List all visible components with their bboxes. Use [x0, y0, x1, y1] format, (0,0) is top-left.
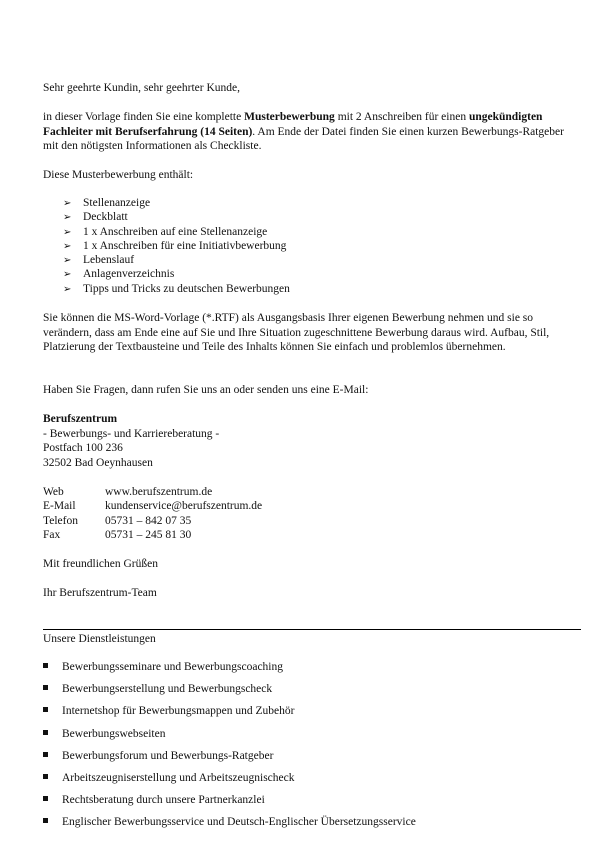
- square-bullet-icon: [43, 730, 48, 735]
- list-item: [63, 253, 290, 267]
- arrow-bullet-icon: ➢: [63, 212, 72, 224]
- list-item: [63, 225, 290, 239]
- service-label: Englischer Bewerbungsservice und Deutsch-Englischer Übersetzungsservice: [62, 816, 416, 829]
- square-bullet-icon: [43, 685, 48, 690]
- phone-value: 05731 – 842 07 35: [105, 514, 192, 527]
- divider: [43, 629, 581, 630]
- contact-row-phone: [43, 514, 262, 528]
- list-item-label: Anlagenverzeichnis: [83, 268, 175, 281]
- list-item-label: 1 x Anschreiben für eine Initiativbewerbung: [83, 239, 287, 252]
- square-bullet-icon: [43, 663, 48, 668]
- list-item-label: Deckblatt: [83, 211, 128, 224]
- service-label: Bewerbungsseminare und Bewerbungscoaching: [62, 661, 283, 673]
- list-item: [43, 815, 416, 837]
- signature-line: Ihr Berufszentrum-Team: [43, 587, 157, 599]
- contact-label: Telefon: [43, 514, 78, 527]
- company-city: 32502 Bad Oeynhausen: [43, 456, 153, 469]
- contents-list: [63, 196, 290, 296]
- intro-paragraph: [43, 110, 573, 154]
- services-title: Unsere Dienstleistungen: [43, 633, 156, 645]
- arrow-bullet-icon: ➢: [63, 198, 72, 209]
- square-bullet-icon: [43, 818, 48, 823]
- list-item: [43, 704, 416, 726]
- list-item: [43, 682, 416, 704]
- arrow-bullet-icon: ➢: [63, 226, 72, 238]
- email-link[interactable]: kundenservice@berufszentrum.de: [105, 500, 263, 513]
- list-item: [43, 727, 416, 749]
- square-bullet-icon: [43, 752, 48, 757]
- list-item: [63, 239, 290, 253]
- intro-text-1: in dieser Vorlage finden Sie eine komplette: [43, 111, 245, 123]
- arrow-bullet-icon: ➢: [63, 283, 72, 295]
- list-item-label: Lebenslauf: [83, 254, 135, 267]
- list-item: [43, 793, 416, 815]
- company-tagline: - Bewerbungs- und Karriereberatung -: [43, 427, 220, 440]
- services-list: [43, 660, 416, 838]
- contact-label: E-Mail: [43, 500, 76, 513]
- contact-row-fax: [43, 528, 262, 542]
- list-item: [63, 282, 290, 296]
- intro-text-3: . Am Ende der Datei finden Sie einen kurzen Bewerbungs-Ratgeber mit den nötigsten Informationen als Checkliste.: [43, 125, 564, 152]
- square-bullet-icon: [43, 707, 48, 712]
- contact-row-email: [43, 499, 262, 513]
- square-bullet-icon: [43, 796, 48, 801]
- service-label: Internetshop für Bewerbungsmappen und Zubehör: [62, 705, 295, 718]
- closing-line: Mit freundlichen Grüßen: [43, 558, 158, 570]
- web-link[interactable]: www.berufszentrum.de: [105, 486, 213, 498]
- company-name: Berufszentrum: [43, 413, 118, 425]
- intro-bold-2: ungekündigten Fachleiter mit Berufserfahrung (14 Seiten): [43, 111, 543, 138]
- questions-line: Haben Sie Fragen, dann rufen Sie uns an oder senden uns eine E-Mail:: [43, 384, 369, 396]
- list-item: [63, 267, 290, 281]
- list-item: [63, 210, 290, 224]
- list-item: [43, 771, 416, 793]
- list-item: [43, 749, 416, 771]
- contains-heading: Diese Musterbewerbung enthält:: [43, 169, 194, 181]
- company-postbox: Postfach 100 236: [43, 442, 123, 454]
- intro-bold-1: Musterbewerbung: [244, 111, 335, 123]
- contact-table: [43, 485, 262, 542]
- service-label: Arbeitszeugniserstellung und Arbeitszeugnischeck: [62, 771, 295, 784]
- list-item-label: Tipps und Tricks zu deutschen Bewerbungen: [83, 282, 290, 295]
- list-item: [43, 660, 416, 682]
- service-label: Bewerbungsforum und Bewerbungs-Ratgeber: [62, 749, 274, 762]
- contact-label: Fax: [43, 528, 61, 541]
- contact-row-web: [43, 485, 262, 499]
- fax-value: 05731 – 245 81 30: [105, 528, 192, 541]
- service-label: Rechtsberatung durch unsere Partnerkanzlei: [62, 794, 265, 807]
- arrow-bullet-icon: ➢: [63, 240, 72, 252]
- salutation: Sehr geehrte Kundin, sehr geehrter Kunde,: [43, 82, 241, 94]
- list-item-label: Stellenanzeige: [83, 197, 151, 209]
- square-bullet-icon: [43, 774, 48, 779]
- service-label: Bewerbungswebseiten: [62, 727, 166, 740]
- usage-paragraph: Sie können die MS-Word-Vorlage (*.RTF) als Ausgangsbasis Ihrer eigenen Bewerbung nehmen und sie so verändern, dass am Ende eine auf Sie und Ihre Situation zugeschnittene Bewerbung daraus wird. Aufbau, Stil, Platzierung der Textbausteine und Teile des Inhalts können Sie einfach und problemlos übernehmen.: [43, 312, 550, 353]
- company-address: [43, 412, 219, 470]
- intro-text-2: mit 2 Anschreiben für einen: [334, 111, 469, 123]
- list-item: [63, 196, 290, 210]
- contact-label: Web: [43, 486, 64, 498]
- arrow-bullet-icon: ➢: [63, 269, 72, 281]
- arrow-bullet-icon: ➢: [63, 255, 72, 267]
- list-item-label: 1 x Anschreiben auf eine Stellenanzeige: [83, 225, 268, 238]
- service-label: Bewerbungserstellung und Bewerbungscheck: [62, 683, 273, 696]
